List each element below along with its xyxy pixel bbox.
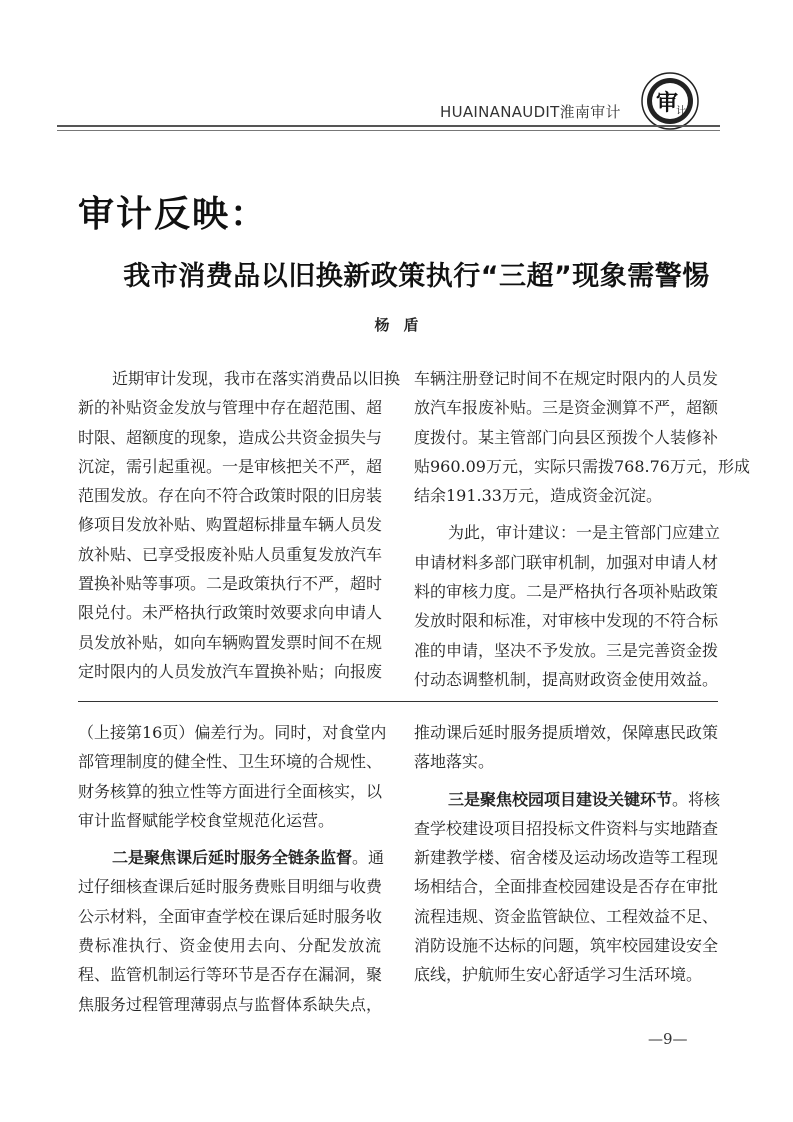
text-line: 推动课后延时服务提质增效，保障惠民政策	[414, 723, 719, 742]
text-line: 付动态调整机制，提高财政资金使用效益。	[414, 669, 719, 689]
column-top-left	[78, 364, 401, 686]
section-divider	[78, 701, 718, 702]
article-kicker-title: 审计反映：	[78, 194, 269, 235]
text-line: 贴960.09万元，实际只需拨768.76万元，形成	[414, 456, 750, 476]
column-bottom-left	[78, 718, 387, 1019]
text-line: 底线，护航师生安心舒适学习生活环境。	[414, 965, 703, 985]
text-line: 消防设施不达标的问题，筑牢校园建设安全	[414, 936, 719, 956]
text-line: 时限、超额度的现象，造成公共资金损失与	[78, 427, 383, 447]
text-line: 近期审计发现，我市在落实消费品以旧换	[112, 369, 401, 388]
text-line: 公示材料，全面审查学校在课后延时服务收	[78, 906, 383, 926]
paragraph	[78, 718, 387, 835]
text-line: 焦服务过程管理薄弱点与监督体系缺失点，	[78, 994, 383, 1014]
text-line: 准的申请，坚决不予发放。三是完善资金拨	[414, 640, 719, 660]
text-line: 结余191.33万元，造成资金沉淀。	[414, 486, 662, 506]
paragraph	[78, 843, 385, 1019]
text-line: （上接第16页）偏差行为。同时，对食堂内	[78, 723, 387, 742]
text-line: 程、监管机制运行等环节是否存在漏洞，聚	[78, 965, 383, 985]
text-line: 员发放补贴，如向车辆购置发票时间不在规	[78, 632, 383, 652]
text-line: 流程违规、资金监管缺位、工程效益不足、	[414, 906, 719, 926]
text-line: 料的审核力度。二是严格执行各项补贴政策	[414, 582, 719, 602]
text-run: 。通	[352, 848, 385, 868]
paragraph	[414, 518, 721, 694]
page-number: —9—	[648, 1030, 688, 1048]
text-line: 定时限内的人员发放汽车置换补贴；向报废	[78, 661, 383, 681]
journal-logo-seal-icon	[641, 72, 699, 130]
text-line: 限兑付。未严格执行政策时效要求向申请人	[78, 603, 383, 623]
journal-header: HUAINANAUDIT淮南审计	[440, 103, 621, 121]
bold-lead-heading: 二是聚焦课后延时服务全链条监督	[112, 848, 353, 868]
paragraph	[414, 718, 717, 777]
text-line: 过仔细核查课后延时服务费账目明细与收费	[78, 877, 383, 897]
text-line: 费标准执行、资金使用去向、分配发放流	[78, 936, 381, 956]
text-line: 车辆注册登记时间不在规定时限内的人员发	[414, 369, 719, 388]
column-top-right	[414, 364, 750, 694]
text-line: 申请材料多部门联审机制，加强对申请人材	[414, 552, 719, 572]
paragraph	[414, 785, 721, 990]
text-line	[78, 843, 385, 872]
text-line: 查学校建设项目招投标文件资料与实地踏查	[414, 818, 719, 838]
text-line: 置换补贴等事项。二是政策执行不严，超时	[78, 574, 383, 594]
text-line: 沉淀，需引起重视。一是审核把关不严，超	[78, 456, 383, 476]
article-title: 我市消费品以旧换新政策执行“三超”现象需警惕	[123, 261, 710, 292]
svg-text:审: 审	[655, 90, 679, 116]
paragraph	[414, 364, 750, 510]
text-line: 部管理制度的健全性、卫生环境的合规性、	[78, 752, 383, 772]
text-line: 场相结合，全面排查校园建设是否存在审批	[414, 877, 719, 897]
header-rule	[57, 125, 720, 127]
text-run: 。将核	[672, 789, 721, 809]
text-line: 落地落实。	[414, 752, 495, 772]
text-line: 为此，审计建议：一是主管部门应建立	[448, 523, 721, 543]
text-line: 修项目发放补贴、购置超标排量车辆人员发	[78, 515, 383, 535]
text-line: 发放时限和标准，对审核中发现的不符合标	[414, 611, 719, 631]
article-author: 杨盾	[374, 316, 433, 334]
text-line: 新的补贴资金发放与管理中存在超范围、超	[78, 398, 383, 418]
text-line: 审计监督赋能学校食堂规范化运营。	[78, 810, 335, 830]
text-line: 范围发放。存在向不符合政策时限的旧房装	[78, 486, 383, 506]
text-line: 放补贴、已享受报废补贴人员重复发放汽车	[78, 544, 383, 564]
header-rule-thin	[57, 130, 720, 131]
bold-lead-heading: 三是聚焦校园项目建设关键环节	[448, 789, 673, 809]
text-line: 度拨付。某主管部门向县区预拨个人装修补	[414, 427, 719, 447]
text-line: 财务核算的独立性等方面进行全面核实，以	[78, 781, 383, 801]
column-bottom-right	[414, 718, 721, 990]
text-line	[414, 785, 721, 814]
paragraph	[78, 364, 401, 686]
svg-text:计: 计	[676, 106, 686, 117]
text-line: 新建教学楼、宿舍楼及运动场改造等工程现	[414, 848, 719, 868]
text-line: 放汽车报废补贴。三是资金测算不严，超额	[414, 398, 719, 418]
